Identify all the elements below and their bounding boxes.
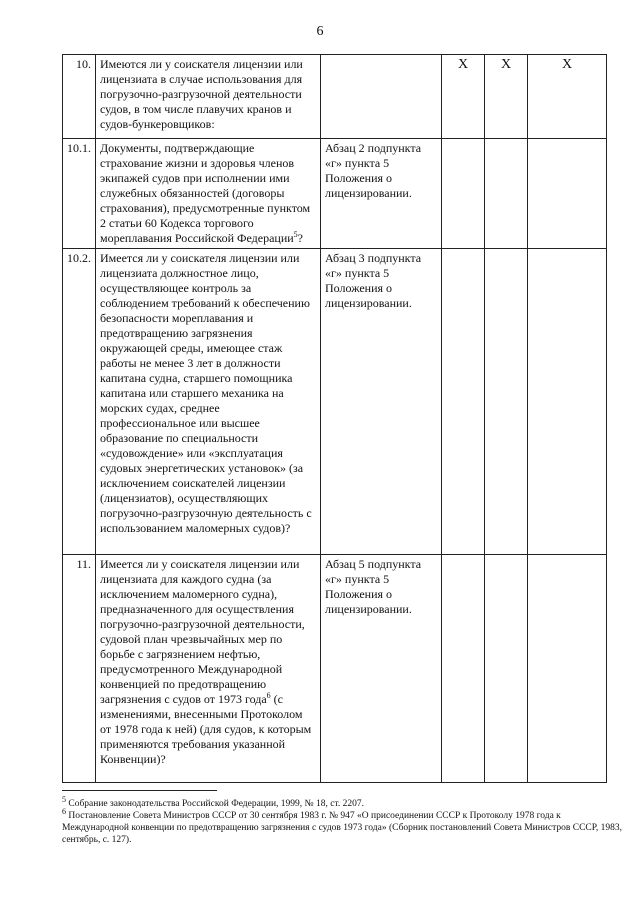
answer-yes-cell[interactable] [442,555,485,783]
footnote: $^5$ Собрание законодательства Российской Федерации, 1999, № 18, ст. 2207. [62,794,365,809]
answer-yes-cell[interactable] [442,139,485,249]
question-text: Имеются ли у соискателя лицензии или лицензиата в случае использования для погрузочно-разгрузочной деятельности судов, в том числе плавучих кранов и судов-бункеровщиков: [100,57,303,131]
row-number: 11. [63,555,96,783]
row-number: 10.1. [63,139,96,249]
table-row [63,249,607,555]
footnote-ref: 6 [266,691,271,700]
question-text: Документы, подтверждающие страхование жизни и здоровья членов экипажей судов при исполнении ими служебных обязанностей (договоры страхования), предусмотренные пунктом 2 статьи 60 Кодекса торгового мореплавания Российской Федерации$^5$? [100,141,311,245]
table-row [63,555,607,783]
table-row [63,139,607,249]
question-cell [96,55,321,139]
answer-no-cell[interactable] [485,249,528,555]
footnotes [62,794,622,846]
answer-na-cell[interactable] [528,555,607,783]
answer-na-cell[interactable] [528,139,607,249]
answer-na-cell[interactable]: X [528,55,607,139]
question-cell [96,249,321,555]
row-number: 10.2. [63,249,96,555]
answer-na-cell[interactable] [528,249,607,555]
footnote-ref: 5 [293,230,298,239]
answer-no-cell[interactable]: X [485,55,528,139]
footnote-mark: 5 [62,794,66,804]
answer-no-cell[interactable] [485,139,528,249]
row-number: 10. [63,55,96,139]
footnote-mark: 6 [62,806,66,816]
question-text: Имеется ли у соискателя лицензии или лицензиата для каждого судна (за исключением маломерного судна), предназначенного для осуществления погрузочно-разгрузочной деятельности, судовой план чрезвычайных мер по борьбе с загрязнением нефтью, предусмотренного Международной конвенцией по предотвращению загрязнения с судов от 1973 года$^6$ (с изменениями, внесенными Протоколом от 1978 года к ней) (для судов, к которым применяются требования указанной Конвенции)? [100,557,312,766]
reference-cell: Абзац 3 подпункта «г» пункта 5 Положения о лицензировании. [321,249,442,555]
footnote: $^6$ Постановление Совета Министров СССР от 30 сентября 1983 г. № 947 «О присоединении СССР к Протоколу 1978 года к Международной конвенции по предотвращению загрязнения с судов 1973 года» (Сборник постановлений Совета Министров СССР, 1983, сентябрь, с. 127). [62,806,622,845]
answer-no-cell[interactable] [485,555,528,783]
checklist-table [62,54,607,783]
answer-yes-cell[interactable]: X [442,55,485,139]
question-text: Имеется ли у соискателя лицензии или лицензиата должностное лицо, осуществляющее контроль за соблюдением требований к обеспечению безопасности мореплавания и предотвращению загрязнения окружающей среды, имеющее стаж работы не менее 3 лет в должности капитана судна, старшего помощника капитана или старшего механика на морских судах, среднее профессиональное или высшее образование по специальности «судовождение» или «эксплуатация судовых энергетических установок» (за исключением соискателей лицензии (лицензиатов), осуществляющих погрузочно-разгрузочную деятельность с использованием маломерных судов)? [100,251,312,535]
table-row [63,55,607,139]
answer-yes-cell[interactable] [442,249,485,555]
reference-cell: Абзац 2 подпункта «г» пункта 5 Положения о лицензировании. [321,139,442,249]
reference-cell: Абзац 5 подпункта «г» пункта 5 Положения о лицензировании. [321,555,442,783]
question-cell [96,139,321,249]
reference-cell [321,55,442,139]
footnote-divider [62,790,217,791]
page-number: 6 [316,24,324,39]
question-cell [96,555,321,783]
